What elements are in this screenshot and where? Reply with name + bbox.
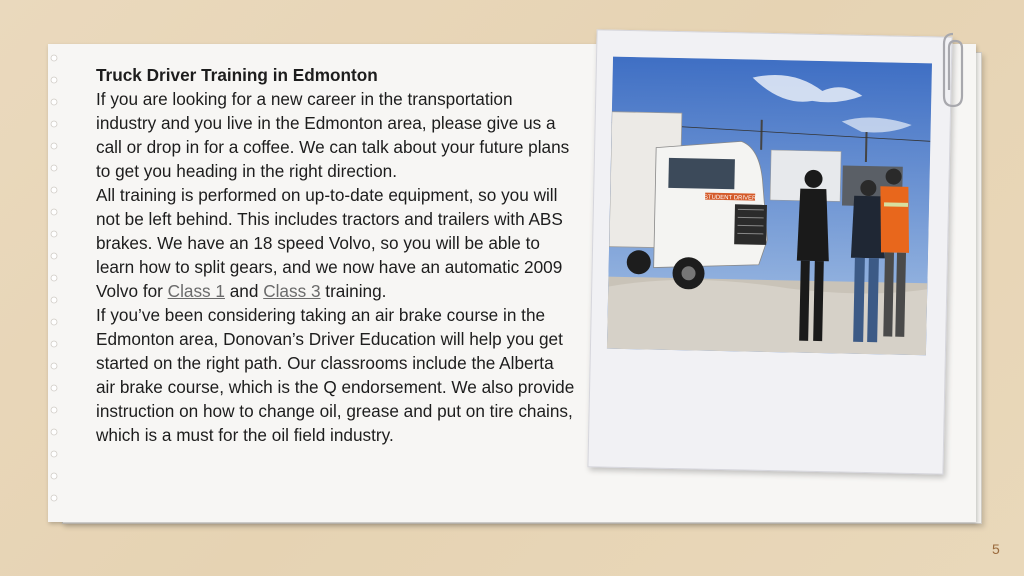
equipment-paragraph — [96, 183, 576, 303]
polaroid-frame — [587, 29, 952, 474]
page-number: 5 — [992, 541, 1000, 557]
body-text — [96, 63, 576, 447]
class-1-link[interactable]: Class 1 — [167, 281, 225, 301]
paper-clip-icon — [940, 30, 966, 112]
truck-decal-text: STUDENT DRIVER — [703, 194, 757, 202]
photo-illustration — [607, 57, 932, 356]
connector-text: and — [224, 281, 264, 301]
equipment-text: All training is performed on up-to-date equipment, so you will not be left behind. This includes tractors and trailers with ABS brakes. We have an 18 speed Volvo, so you will be able to learn how to split gears, and we now have an automatic 2009 Volvo for — [96, 185, 563, 301]
training-text: training. — [320, 281, 387, 301]
slide-title: Truck Driver Training in Edmonton — [96, 65, 378, 85]
intro-paragraph: If you are looking for a new career in the transportation industry and you live in the Edmonton area, please give us a call or drop in for a coffee. We can talk about your future plans to get you heading in the right direction. — [96, 89, 570, 181]
spiral-binding-holes — [48, 44, 68, 522]
class-3-link[interactable]: Class 3 — [263, 281, 321, 301]
truck-training-photo — [607, 57, 932, 356]
air-brake-paragraph: If you’ve been considering taking an air brake course in the Edmonton area, Donovan’s Driver Education will help you get started on the right path. Our classrooms include the Alberta air brake course, which is the Q endorsement. We also provide instruction on how to change oil, grease and put on tire chains, which is a must for the oil field industry. — [96, 305, 575, 445]
